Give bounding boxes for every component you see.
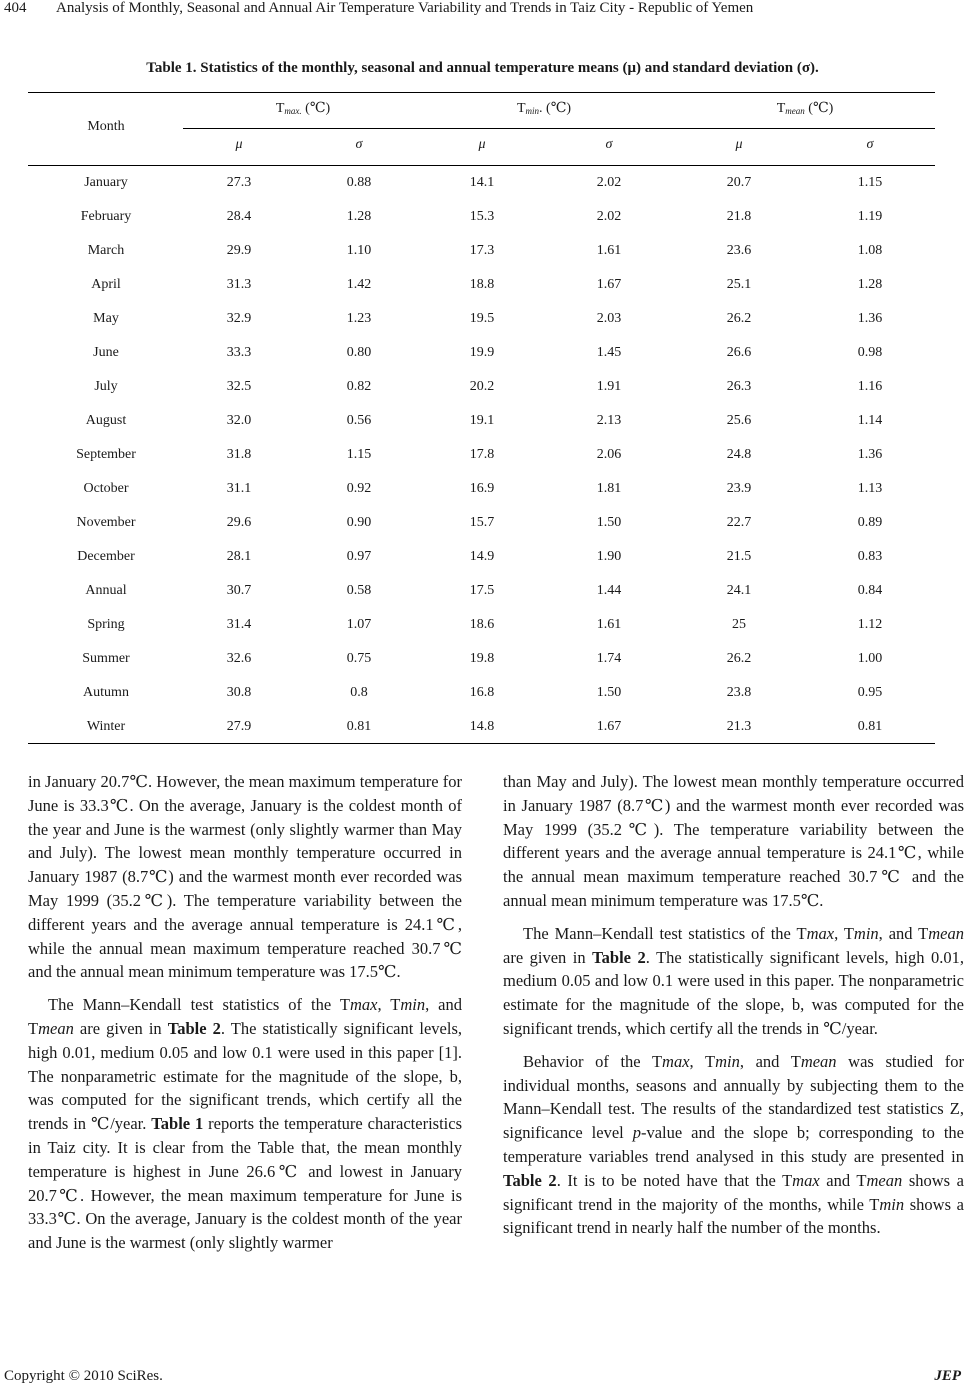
table-cell: 0.83: [857, 549, 883, 564]
table-row: [0, 515, 965, 535]
table-cell: 19.1: [469, 413, 495, 428]
table-cell: 17.8: [469, 447, 495, 462]
table-row: [0, 379, 965, 399]
table-cell: 25.6: [726, 413, 752, 428]
left-column: [28, 770, 462, 1264]
table-cell: 1.07: [346, 617, 372, 632]
table-cell: 0.80: [346, 345, 372, 360]
row-label: Winter: [86, 719, 126, 734]
table-cell: 23.8: [726, 685, 752, 700]
table-caption: Table 1. Statistics of the monthly, seasonal and annual temperature means (μ) and standard deviation (σ).: [146, 60, 819, 76]
table-cell: 0.75: [346, 651, 372, 666]
table-cell: 21.5: [726, 549, 752, 564]
table-cell: 32.5: [226, 379, 252, 394]
table-cell: 1.19: [857, 209, 883, 224]
table-cell: 14.9: [469, 549, 495, 564]
table-row: [0, 481, 965, 501]
left-paragraph-2: The Mann–Kendall test statistics of the Tmax, Tmin, and Tmean are given in Table 2. The statistically significant levels, high 0.01, medium 0.05 and low 0.1 were used in this paper [1]. The nonparametric estimate for the magnitude of the slope, b, was computed for the significant trends, which certify all the trends in ℃/year. Table 1 reports the temperature characteristics in Taiz city. It is clear from the Table that, the mean monthly temperature is highest in June 26.6℃ and lowest in January 20.7℃. However, the mean maximum temperature for June is 33.3℃. On the average, January is the coldest month of the year and June is the warmest (only slightly warmer: [28, 995, 463, 1253]
table-cell: 27.3: [226, 175, 252, 190]
table-cell: 22.7: [726, 515, 752, 530]
row-label: February: [80, 209, 132, 224]
table-cell: 1.14: [857, 413, 883, 428]
table-cell: 31.1: [226, 481, 252, 496]
right-paragraph-2: The Mann–Kendall test statistics of the Tmax, Tmin, and Tmean are given in Table 2. The statistically significant levels, high 0.01, medium 0.05 and low 0.1 were used in this paper. The nonparametric estimate for the magnitude of the slope, b, was computed for the significant trends, which certify all the trends in ℃/year.: [503, 923, 965, 1038]
table-header-rule: [28, 165, 935, 166]
table-bottom-rule: [28, 743, 935, 744]
table-cell: 15.3: [469, 209, 495, 224]
table-cell: 32.0: [226, 413, 252, 428]
table-cell: 1.28: [857, 277, 883, 292]
table-cell: 0.8: [350, 685, 368, 700]
table-cell: 1.12: [857, 617, 883, 632]
row-label: April: [91, 277, 121, 292]
table-cell: 30.8: [226, 685, 252, 700]
table-cell: 1.15: [346, 447, 372, 462]
tmax-group-header: $T_{max.}$ (℃): [275, 101, 331, 116]
month-column-header: Month: [87, 119, 125, 134]
table-cell: 1.00: [857, 651, 883, 666]
row-label: January: [84, 175, 128, 190]
table-cell: 0.84: [857, 583, 883, 598]
table-cell: 19.8: [469, 651, 495, 666]
table-cell: 23.9: [726, 481, 752, 496]
table-row: [0, 209, 965, 229]
table-row: [0, 447, 965, 467]
table-cell: 2.02: [596, 175, 622, 190]
right-paragraph-3: Behavior of the Tmax, Tmin, and Tmean was studied for individual months, seasons and annually by subjecting them to the Mann–Kendall test. The results of the standardized test statistics Z, significance level p-value and the slope b; corresponding to the temperature variables trend analysed in this study are presented in Table 2. It is to be noted have that the Tmax and Tmean shows a significant trend in the majority of the months, while Tmin shows a significant trend in nearly half the number of the months.: [503, 1051, 965, 1238]
table-cell: 1.10: [346, 243, 372, 258]
row-label: July: [94, 379, 118, 394]
table-cell: 20.7: [726, 175, 752, 190]
table-cell: 0.56: [346, 413, 372, 428]
table-cell: 20.2: [469, 379, 495, 394]
table-cell: 17.3: [469, 243, 495, 258]
table-cell: 19.9: [469, 345, 495, 360]
table-cell: 1.67: [596, 277, 622, 292]
table-row: [0, 277, 965, 297]
tmean-group-header: $T_{mean}$ (℃): [776, 101, 834, 116]
right-column: [503, 770, 964, 1249]
tmean-sd-header: σ: [866, 137, 874, 152]
table-cell: 27.9: [226, 719, 252, 734]
table-row: [0, 345, 965, 365]
table-cell: 1.91: [596, 379, 622, 394]
table-top-rule: [28, 92, 935, 93]
table-cell: 14.8: [469, 719, 495, 734]
row-label: August: [85, 413, 127, 428]
running-header: [0, 0, 965, 22]
table-cell: 1.44: [596, 583, 622, 598]
row-label: Annual: [85, 583, 127, 598]
table-cell: 1.08: [857, 243, 883, 258]
table-group-rule: [183, 128, 935, 129]
table-cell: 26.3: [726, 379, 752, 394]
table-cell: 0.58: [346, 583, 372, 598]
row-label: June: [93, 345, 119, 360]
table-row: [0, 617, 965, 637]
table-cell: 24.8: [726, 447, 752, 462]
tmax-sd-header: σ: [355, 137, 363, 152]
table-cell: 1.36: [857, 447, 883, 462]
row-label: December: [77, 549, 135, 564]
row-label: September: [76, 447, 136, 462]
table-cell: 1.13: [857, 481, 883, 496]
tmean-mean-header: μ: [735, 137, 743, 152]
copyright-notice: Copyright © 2010 SciRes.: [4, 1368, 163, 1384]
table-row: [0, 583, 965, 603]
table-cell: 0.92: [346, 481, 372, 496]
table-cell: 0.89: [857, 515, 883, 530]
table-cell: 1.81: [596, 481, 622, 496]
table-cell: 31.3: [226, 277, 252, 292]
table-row: [0, 243, 965, 263]
table-cell: 19.5: [469, 311, 495, 326]
table-row: [0, 311, 965, 331]
table-cell: 29.9: [226, 243, 252, 258]
left-paragraph-1: in January 20.7℃. However, the mean maximum temperature for June is 33.3℃. On the average, January is the coldest month of the year and June is the warmest (only slightly warmer than May and July). The lowest mean monthly temperature occurred in January 1987 (8.7℃) and the warmest month ever recorded was May 1999 (35.2℃). The temperature variability between the different years and the average annual temperature is 24.1℃, while the annual mean maximum temperature reached 30.7℃ and the annual mean minimum temperature was 17.5℃.: [28, 772, 462, 982]
table-cell: 28.4: [226, 209, 252, 224]
table-cell: 0.98: [857, 345, 883, 360]
table-cell: 32.6: [226, 651, 252, 666]
right-paragraph-1: than May and July). The lowest mean monthly temperature occurred in January 1987 (8.7℃) and the warmest month ever recorded was May 1999 (35.2℃). The temperature variability between the different years and the average annual temperature is 24.1℃, while the annual mean maximum temperature reached 30.7℃ and the annual mean minimum temperature was 17.5℃.: [503, 772, 964, 910]
table-cell: 2.13: [596, 413, 622, 428]
table-cell: 32.9: [226, 311, 252, 326]
table-row: [0, 651, 965, 671]
table-cell: 33.3: [226, 345, 252, 360]
table-cell: 26.2: [726, 651, 752, 666]
table-row: [0, 549, 965, 569]
table-cell: 28.1: [226, 549, 252, 564]
row-label: March: [87, 243, 125, 258]
table-cell: 1.42: [346, 277, 372, 292]
table-cell: 0.97: [346, 549, 372, 564]
table-cell: 25.1: [726, 277, 752, 292]
table-cell: 1.61: [596, 243, 622, 258]
table-cell: 1.61: [596, 617, 622, 632]
tmin-mean-header: μ: [478, 137, 486, 152]
table-cell: 1.23: [346, 311, 372, 326]
page-number: 404: [4, 0, 27, 16]
table-cell: 14.1: [469, 175, 495, 190]
table-cell: 17.5: [469, 583, 495, 598]
table-cell: 2.02: [596, 209, 622, 224]
running-title: Analysis of Monthly, Seasonal and Annual Air Temperature Variability and Trends in Taiz City - Republic of Yemen: [56, 0, 754, 16]
tmin-sd-header: σ: [605, 137, 613, 152]
table-cell: 1.50: [596, 685, 622, 700]
table-cell: 25: [732, 617, 746, 632]
table-cell: 16.9: [469, 481, 495, 496]
row-label: Summer: [82, 651, 130, 666]
table-cell: 2.03: [596, 311, 622, 326]
table-cell: 23.6: [726, 243, 752, 258]
table-cell: 1.45: [596, 345, 622, 360]
table-cell: 2.06: [596, 447, 622, 462]
table-cell: 1.50: [596, 515, 622, 530]
table-cell: 31.4: [226, 617, 252, 632]
table-cell: 0.81: [346, 719, 372, 734]
table-cell: 15.7: [469, 515, 495, 530]
table-row: [0, 175, 965, 195]
table-cell: 18.6: [469, 617, 495, 632]
table-cell: 26.2: [726, 311, 752, 326]
table-cell: 21.8: [726, 209, 752, 224]
table-cell: 21.3: [726, 719, 752, 734]
table-cell: 0.90: [346, 515, 372, 530]
row-label: Autumn: [83, 685, 129, 700]
tmax-mean-header: μ: [235, 137, 243, 152]
table-cell: 1.15: [857, 175, 883, 190]
table-cell: 24.1: [726, 583, 752, 598]
table-cell: 0.95: [857, 685, 883, 700]
table-cell: 16.8: [469, 685, 495, 700]
table-row: [0, 719, 965, 739]
table-cell: 18.8: [469, 277, 495, 292]
table-cell: 1.36: [857, 311, 883, 326]
table-cell: 1.90: [596, 549, 622, 564]
row-label: October: [83, 481, 129, 496]
row-label: November: [76, 515, 136, 530]
table-cell: 1.16: [857, 379, 883, 394]
table-cell: 31.8: [226, 447, 252, 462]
table-cell: 0.88: [346, 175, 372, 190]
table-cell: 0.81: [857, 719, 883, 734]
table-cell: 29.6: [226, 515, 252, 530]
table-cell: 0.82: [346, 379, 372, 394]
table-cell: 26.6: [726, 345, 752, 360]
table-cell: 1.67: [596, 719, 622, 734]
row-label: May: [93, 311, 119, 326]
row-label: Spring: [87, 617, 125, 632]
table-cell: 30.7: [226, 583, 252, 598]
table-cell: 1.74: [596, 651, 622, 666]
tmin-group-header: $T_{min}$. (℃): [516, 101, 572, 116]
table-cell: 1.28: [346, 209, 372, 224]
table-row: [0, 685, 965, 705]
journal-abbreviation: JEP: [934, 1368, 961, 1384]
table-row: [0, 413, 965, 433]
